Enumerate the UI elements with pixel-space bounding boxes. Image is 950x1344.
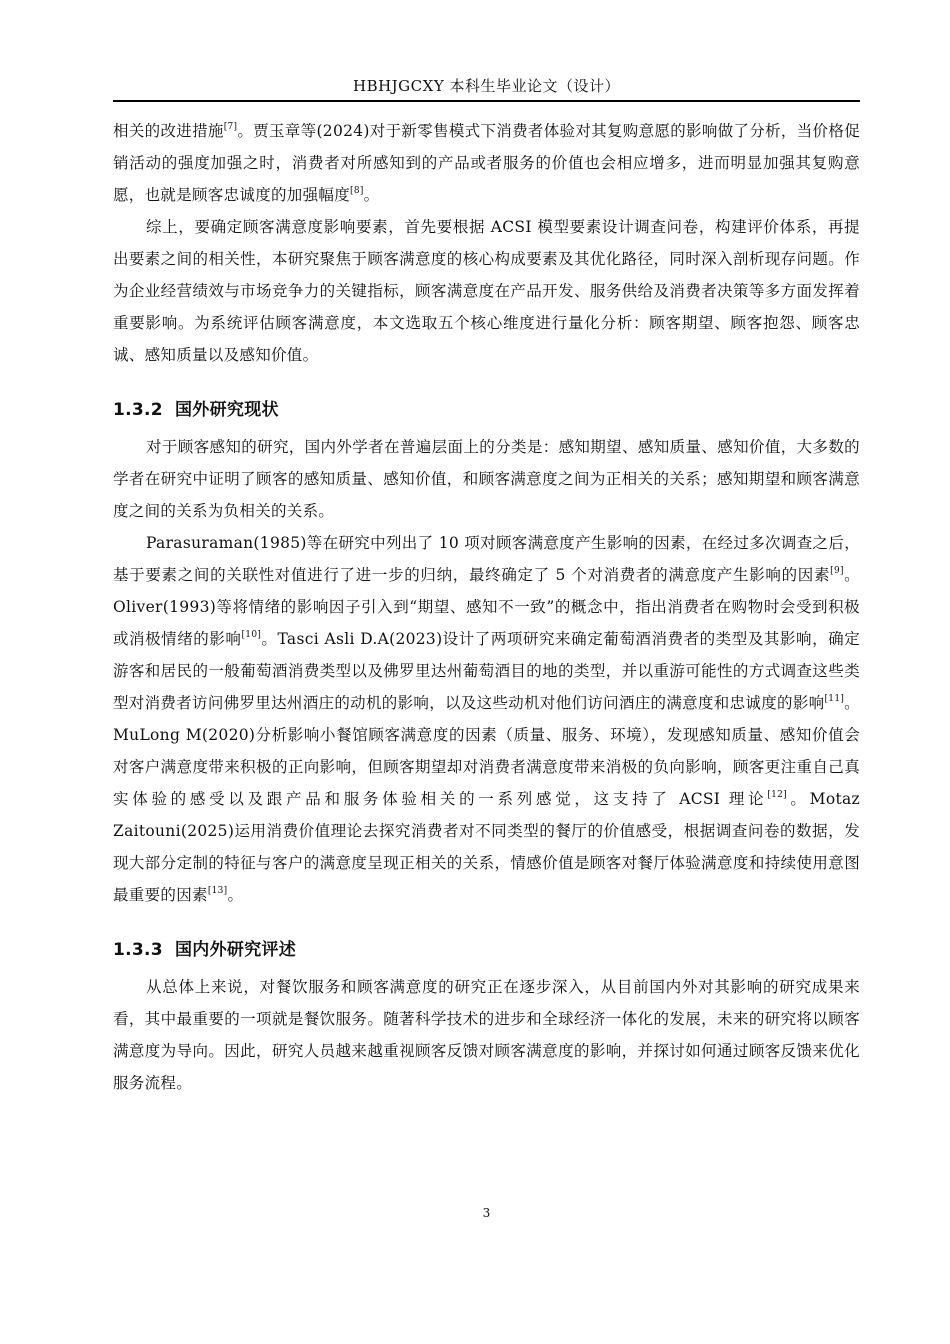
citation-11: [11] [824, 694, 845, 704]
paragraph-text: 相关的改进措施 [113, 122, 224, 140]
section-title: 国内外研究评述 [175, 940, 297, 960]
paragraph-text: Parasuraman(1985)等在研究中列出了 10 项对顾客满意度产生影响的因素，在经过多次调查之后，基于要素之间的关联性对值进行了进一步的归纳，最终确定了 5 个对消费者的满意度产生影响的因素 [113, 534, 860, 584]
paragraph-summary: 综上，要确定顾客满意度影响要素，首先要根据 ACSI 模型要素设计调查问卷，构建评价体系，再提出要素之间的相关性，本研究聚焦于顾客满意度的核心构成要素及其优化路径，同时深入剖析现存问题。作为企业经营绩效与市场竞争力的关键指标，顾客满意度在产品开发、服务供给及消费者决策等多方面发挥着重要影响。为系统评估顾客满意度，本文选取五个核心维度进行量化分析：顾客期望、顾客抱怨、顾客忠诚、感知质量以及感知价值。 [113, 218, 860, 364]
section-number: 1.3.2 [113, 400, 163, 420]
citation-7: [7] [223, 122, 238, 132]
section-heading-1-3-2 [113, 398, 860, 422]
section-heading-1-3-3 [113, 938, 860, 962]
header-divider [113, 100, 860, 102]
paragraph-text: 。Oliver(1993)等将情绪的影响因子引入到“期望、感知不一致”的概念中，指出消费者在购物时会受到积极或消极情绪的影响 [113, 566, 860, 648]
paragraph-text: 。贾玉章等(2024)对于新零售模式下消费者体验对其复购意愿的影响做了分析，当价格促销活动的强度加强之时，消费者对所感知到的产品或者服务的价值也会相应增多，进而明显加强其复购意愿，也就是顾客忠诚度的加强幅度 [113, 122, 860, 204]
section-title: 国外研究现状 [175, 400, 279, 420]
page-body [113, 115, 860, 1099]
page-header: HBHJGCXY 本科生毕业论文（设计） [352, 77, 620, 95]
paragraph-text: 。Tasci Asli D.A(2023)设计了两项研究来确定葡萄酒消费者的类型及其影响，确定游客和居民的一般葡萄酒消费类型以及佛罗里达州葡萄酒目的地的类型，并以重游可能性的方式调查这些类型对消费者访问佛罗里达州酒庄的动机的影响，以及这些动机对他们访问酒庄的满意度和忠诚度的影响 [113, 630, 860, 712]
paragraph-literature [113, 527, 860, 911]
paragraph-text: 。 [227, 886, 244, 904]
citation-12: [12] [767, 790, 787, 800]
citation-8: [8] [350, 186, 364, 196]
section-number: 1.3.3 [113, 940, 163, 960]
page-number: 3 [482, 1206, 491, 1220]
paragraph-text: 。 [363, 186, 380, 204]
citation-13: [13] [207, 886, 228, 896]
citation-9: [9] [830, 566, 844, 576]
paragraph-perception: 对于顾客感知的研究，国内外学者在普遍层面上的分类是：感知期望、感知质量、感知价值，大多数的学者在研究中证明了顾客的感知质量、感知价值，和顾客满意度之间为正相关的关系；感知期望和顾客满意度之间的关系为负相关的关系。 [113, 438, 860, 520]
paragraph-review: 从总体上来说，对餐饮服务和顾客满意度的研究正在逐步深入，从目前国内外对其影响的研究成果来看，其中最重要的一项就是餐饮服务。随著科学技术的进步和全球经济一体化的发展，未来的研究将以顾客满意度为导向。因此，研究人员越来越重视顾客反馈对顾客满意度的影响，并探讨如何通过顾客反馈来优化服务流程。 [113, 978, 860, 1092]
paragraph-text: 。MuLong M(2020)分析影响小餐馆顾客满意度的因素（质量、服务、环境），发现感知质量、感知价值会对客户满意度带来积极的正向影响，但顾客期望却对消费者满意度带来消极的负向影响，顾客更注重自己真实体验的感受以及跟产品和服务体验相关的一系列感觉，这支持了 ACSI 理论 [113, 694, 860, 808]
paragraph-text: 。Motaz Zaitouni(2025)运用消费价值理论去探究消费者对不同类型的餐厅的价值感受，根据调查问卷的数据，发现大部分定制的特征与客户的满意度呈现正相关的关系，情感价值是顾客对餐厅体验满意度和持续使用意图最重要的因素 [113, 790, 860, 904]
citation-10: [10] [241, 630, 262, 640]
paragraph-continuation [113, 115, 860, 211]
